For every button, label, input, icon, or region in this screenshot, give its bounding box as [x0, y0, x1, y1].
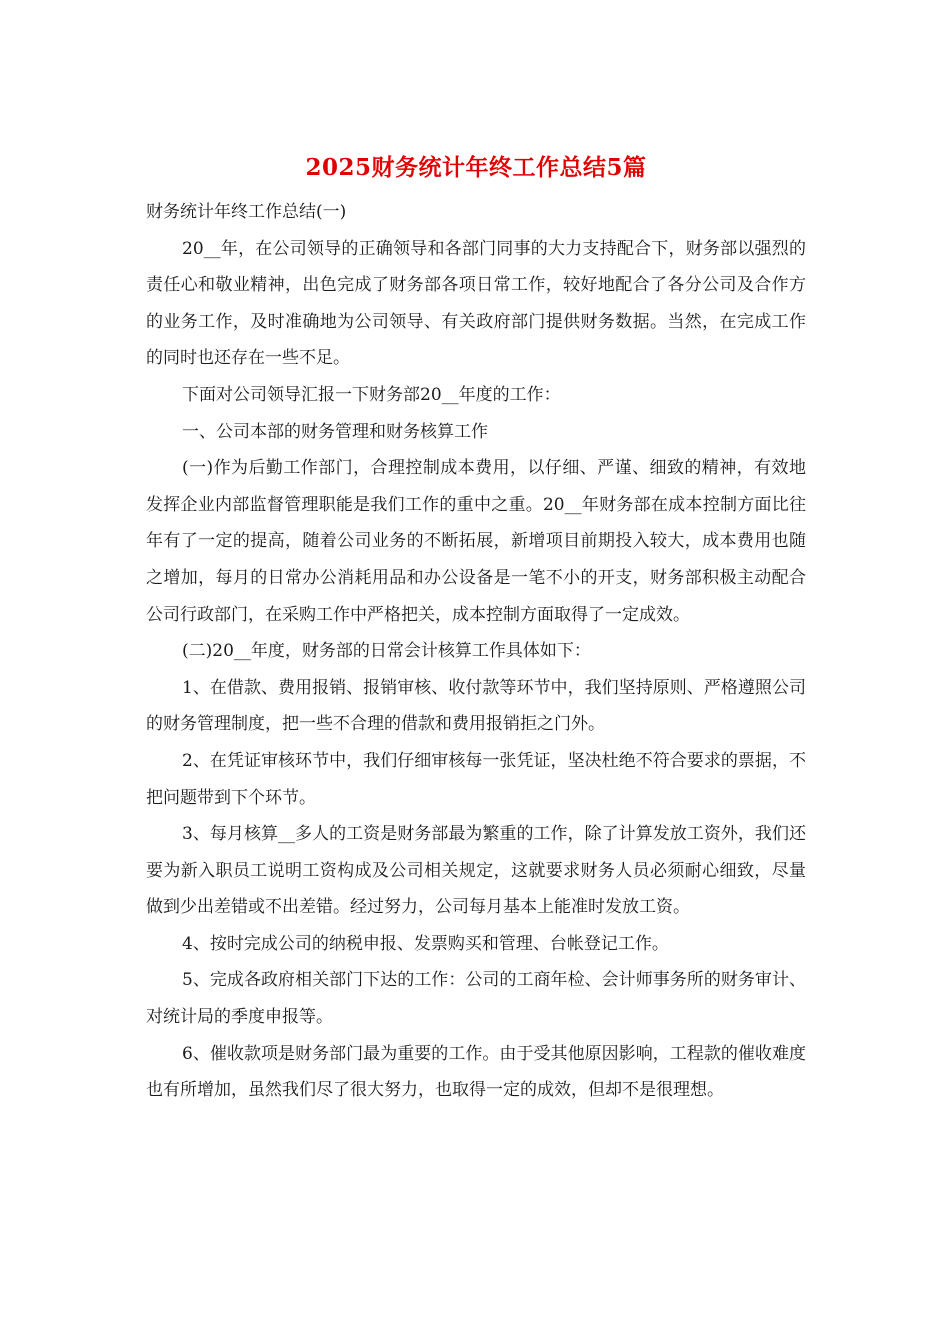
list-item-6: 6、催收款项是财务部门最为重要的工作。由于受其他原因影响，工程款的催收难度也有所增加，虽然我们尽了很大努力，也取得一定的成效，但却不是很理想。	[146, 1043, 806, 1101]
list-item-4: 4、按时完成公司的纳税申报、发票购买和管理、台帐登记工作。	[182, 933, 669, 954]
list-item-2: 2、在凭证审核环节中，我们仔细审核每一张凭证，坚决杜绝不符合要求的票据，不把问题带到下个环节。	[146, 750, 806, 808]
paragraph-accounting-lead: (二)20__年度，财务部的日常会计核算工作具体如下：	[182, 641, 591, 662]
list-item-3: 3、每月核算__多人的工资是财务部最为繁重的工作，除了计算发放工资外，我们还要为新入职员工说明工资构成及公司相关规定，这就要求财务人员必须耐心细致，尽量做到少出差错或不出差错。经过努力，公司每月基本上能准时发放工资。	[146, 824, 806, 918]
list-item-5: 5、完成各政府相关部门下达的工作：公司的工商年检、会计师事务所的财务审计、对统计局的季度申报等。	[146, 970, 806, 1028]
paragraph-report-lead: 下面对公司领导汇报一下财务部20__年度的工作：	[182, 384, 561, 405]
section-heading: 财务统计年终工作总结(一)	[146, 202, 347, 222]
document-title: 2025财务统计年终工作总结5篇	[305, 154, 647, 181]
paragraph-cost-control: (一)作为后勤工作部门，合理控制成本费用，以仔细、严谨、细致的精神，有效地发挥企业内部监督管理职能是我们工作的重中之重。20__年财务部在成本控制方面比往年有了一定的提高，随着公司业务的不断拓展，新增项目前期投入较大，成本费用也随之增加，每月的日常办公消耗用品和办公设备是一笔不小的开支，财务部积极主动配合公司行政部门，在采购工作中严格把关，成本控制方面取得了一定成效。	[146, 458, 806, 625]
document-page	[146, 150, 806, 1109]
subheading-part-one: 一、公司本部的财务管理和财务核算工作	[182, 421, 488, 442]
list-item-1: 1、在借款、费用报销、报销审核、收付款等环节中，我们坚持原则、严格遵照公司的财务管理制度，把一些不合理的借款和费用报销拒之门外。	[146, 677, 806, 735]
paragraph-intro: 20__年，在公司领导的正确领导和各部门同事的大力支持配合下，财务部以强烈的责任心和敬业精神，出色完成了财务部各项日常工作，较好地配合了各分公司及合作方的业务工作，及时准确地为公司领导、有关政府部门提供财务数据。当然，在完成工作的同时也还存在一些不足。	[146, 238, 806, 369]
